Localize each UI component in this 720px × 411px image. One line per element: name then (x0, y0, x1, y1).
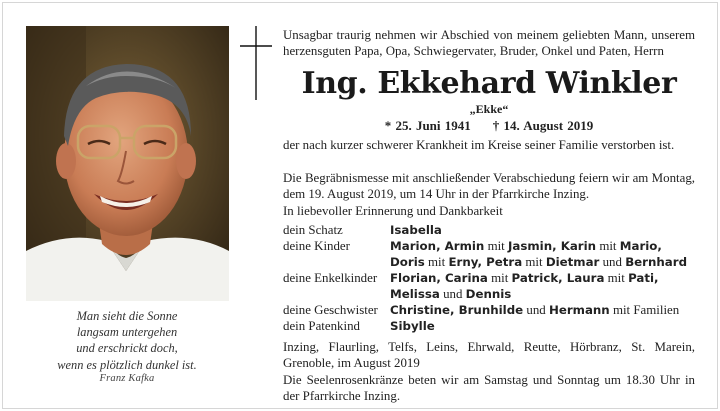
connector-text: und (443, 287, 463, 301)
mourner-row-enkel (283, 270, 659, 286)
death-date: † 14. August 2019 (492, 118, 594, 133)
mourner-name: Christine, Brunhilde (390, 303, 524, 317)
mourner-name: Doris (390, 255, 425, 269)
life-dates (283, 118, 695, 134)
mourner-name: Jasmin, Karin (508, 239, 597, 253)
birth-date: * 25. Juni 1941 (384, 118, 471, 133)
mourner-row-pate (283, 318, 435, 334)
connector-text: mit Familien (612, 303, 680, 317)
mourner-name: Isabella (390, 223, 442, 237)
connector-text: und (526, 303, 546, 317)
nickname: „Ekke“ (469, 102, 509, 116)
memory-text: In liebevoller Erinnerung und Dankbarkeit (283, 204, 503, 218)
deceased-name: Ing. Ekkehard Winkler (301, 66, 677, 101)
mourner-row-kinder-cont (390, 254, 687, 270)
mourner-row-schatz (283, 222, 442, 238)
mourner-label: dein Patenkind (283, 319, 360, 333)
mourner-label: deine Kinder (283, 239, 350, 253)
poem-line: wenn es plötzlich dunkel ist. (57, 357, 197, 372)
mourner-row-enkel-cont (390, 286, 511, 302)
mourner-name: Marion, Armin (390, 239, 485, 253)
cross-icon (238, 24, 274, 102)
poem-line: langsam untergehen (76, 325, 178, 340)
connector-text: mit (607, 271, 625, 285)
intro-text: Unsagbar traurig nehmen wir Abschied von meinem geliebten Mann, unserem herzensguten Papa, Opa, Schwiegervater, Bruder, Onkel und Paten, Herrn (283, 28, 695, 59)
mourner-name: Hermann (548, 303, 610, 317)
mourner-name: Mario, (619, 239, 662, 253)
mourner-name: Florian, Carina (390, 271, 488, 285)
connector-text: mit (491, 271, 509, 285)
portrait-photo (26, 26, 229, 301)
mourner-name: Patrick, Laura (511, 271, 605, 285)
poem (20, 308, 234, 373)
mourner-name: Sibylle (390, 319, 435, 333)
death-text: der nach kurzer schwerer Krankheit im Kreise seiner Familie verstorben ist. (283, 138, 675, 152)
mourner-row-kinder (283, 238, 662, 254)
mourner-name: Dietmar (545, 255, 600, 269)
connector-text: und (602, 255, 622, 269)
poem-line: und erschrickt doch, (76, 341, 178, 356)
mourner-label: deine Enkelkinder (283, 271, 378, 285)
connector-text: mit (525, 255, 543, 269)
mourner-row-geschwister (283, 302, 679, 318)
mourner-name: Pati, (628, 271, 659, 285)
connector-text: mit (428, 255, 446, 269)
mass-text: Die Begräbnismesse mit anschließender Verabschiedung feiern wir am Montag, dem 19. August 2019, um 14 Uhr in der Pfarrkirche Inzing. (283, 171, 695, 202)
poem-line: Man sieht die Sonne (76, 309, 178, 323)
mourner-name: Melissa (390, 287, 440, 301)
mourner-label: deine Geschwister (283, 303, 378, 317)
connector-text: mit (599, 239, 617, 253)
rosary-text: Die Seelenrosenkränze beten wir am Samstag und Sonntag um 18.30 Uhr in der Pfarrkirche Inzing. (283, 373, 695, 404)
mourner-label: dein Schatz (283, 223, 343, 237)
place-date-text: Inzing, Flaurling, Telfs, Leins, Ehrwald, Reutte, Hörbranz, St. Marein, Grenoble, im August 2019 (283, 340, 695, 371)
mourner-name: Bernhard (625, 255, 688, 269)
mourner-name: Erny, Petra (448, 255, 523, 269)
connector-text: mit (487, 239, 505, 253)
poem-author: Franz Kafka (99, 373, 155, 384)
mourner-name: Dennis (465, 287, 512, 301)
